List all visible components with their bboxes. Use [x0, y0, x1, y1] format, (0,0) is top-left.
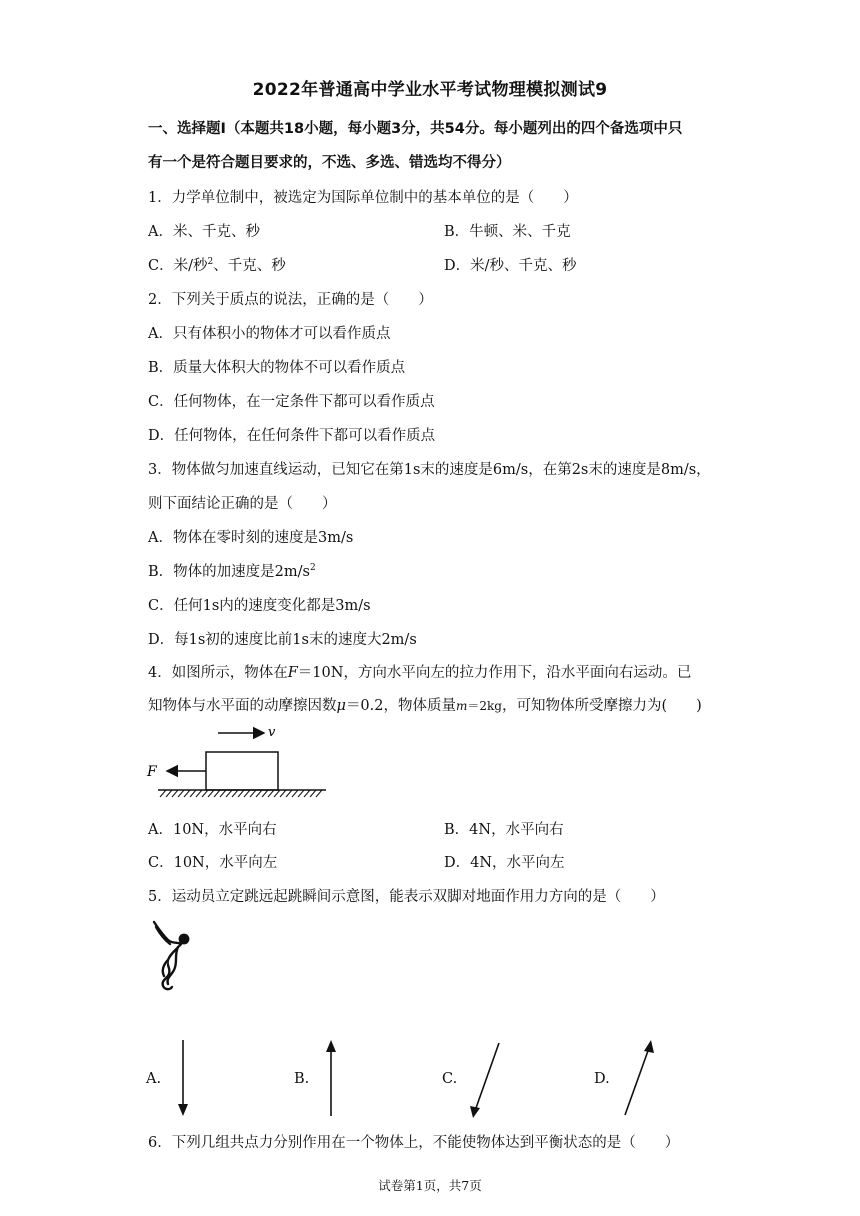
- q2-option-c: C．任何物体，在一定条件下都可以看作质点: [148, 394, 435, 410]
- q2-option-d: D．任何物体，在任何条件下都可以看作质点: [148, 428, 436, 444]
- jumper-figure: [148, 918, 196, 994]
- q1-c-pre: C．米/秒: [148, 258, 208, 274]
- q5-option-a-label: A.: [146, 1071, 162, 1087]
- q3-b-sup: 2: [309, 563, 316, 574]
- q6-stem: 6．下列几组共点力分别作用在一个物体上，不能使物体达到平衡状态的是（ ）: [148, 1135, 680, 1151]
- q4-option-c: C．10N，水平向左: [148, 855, 278, 871]
- q1-option-d: D．米/秒、千克、秒: [444, 258, 577, 274]
- q4-stem1-f: F: [287, 665, 298, 681]
- q4-stem2-m-val: ＝2kg: [467, 699, 502, 713]
- block: [206, 752, 278, 790]
- q5-arrow-d-up-right: [618, 1038, 658, 1118]
- force-label: F: [147, 764, 157, 780]
- q5-arrow-b-up: [324, 1038, 338, 1118]
- q3-stem-line2: 则下面结论正确的是（ ）: [148, 496, 337, 512]
- q4-stem2-mid: ，物体质量: [383, 698, 456, 714]
- q1-option-a: A．米、千克、秒: [148, 224, 260, 240]
- q4-option-a: A．10N，水平向右: [148, 822, 277, 838]
- q4-stem1-pre: 4．如图所示，物体在: [148, 665, 288, 681]
- q4-stem2-post: ，可知物体所受摩擦力为( ): [501, 698, 702, 714]
- ground-hatching: [160, 790, 322, 797]
- q3-option-d: D．每1s初的速度比前1s末的速度大2m/s: [148, 632, 417, 648]
- q4-stem1-post: ，方向水平向左的拉力作用下，沿水平面向右运动。已: [343, 665, 692, 681]
- q5-arrow-a-down: [176, 1038, 190, 1118]
- q2-option-a: A．只有体积小的物体才可以看作质点: [148, 326, 391, 342]
- q4-stem2-pre: 知物体与水平面的动摩擦因数: [148, 698, 337, 714]
- q4-stem-line1: [148, 661, 691, 682]
- q5-option-b-label: B.: [294, 1071, 310, 1087]
- q3-option-a: A．物体在零时刻的速度是3m/s: [148, 530, 354, 546]
- q3-option-c: C．任何1s内的速度变化都是3m/s: [148, 598, 371, 614]
- q1-c-post: 、千克、秒: [213, 258, 286, 274]
- q5-option-d-label: D.: [594, 1071, 610, 1087]
- page-footer: 试卷第1页，共7页: [378, 1178, 482, 1193]
- q4-option-d: D．4N，水平向左: [444, 855, 565, 871]
- q4-stem2-mu-val: ＝0.2: [345, 698, 384, 714]
- page-title: 2022年普通高中学业水平考试物理模拟测试9: [252, 80, 608, 100]
- q2-stem: 2．下列关于质点的说法，正确的是（ ）: [148, 292, 433, 308]
- q4-stem1-eq: ＝10N: [297, 665, 344, 681]
- q1-c-sup: 2: [207, 257, 214, 268]
- q4-stem2-mu: μ: [336, 698, 346, 714]
- q3-option-b: [148, 560, 316, 581]
- q3-b-pre: B．物体的加速度是2m/s: [148, 564, 310, 580]
- q4-figure: [140, 722, 340, 804]
- velocity-label: v: [268, 725, 276, 740]
- section-heading-line2: 有一个是符合题目要求的，不选、多选、错选均不得分）: [148, 155, 511, 171]
- q1-option-b: B．牛顿、米、千克: [444, 224, 571, 240]
- q2-option-b: B．质量大体积大的物体不可以看作质点: [148, 360, 406, 376]
- q4-stem-line2: [148, 694, 702, 715]
- q4-stem2-m: m: [456, 699, 468, 713]
- q3-stem-line1: 3．物体做匀加速直线运动，已知它在第1s末的速度是6m/s，在第2s末的速度是8m/s，: [148, 462, 711, 478]
- section-heading-line1: 一、选择题Ⅰ（本题共18小题，每小题3分，共54分。每小题列出的四个备选项中只: [148, 121, 683, 137]
- q4-option-b: B．4N，水平向右: [444, 822, 564, 838]
- q1-option-c: [148, 254, 286, 275]
- q5-option-c-label: C.: [442, 1071, 458, 1087]
- q5-stem: 5．运动员立定跳远起跳瞬间示意图，能表示双脚对地面作用力方向的是（ ）: [148, 889, 665, 905]
- q5-arrow-c-down-left: [466, 1040, 506, 1120]
- q1-stem: 1．力学单位制中，被选定为国际单位制中的基本单位的是（ ）: [148, 190, 578, 206]
